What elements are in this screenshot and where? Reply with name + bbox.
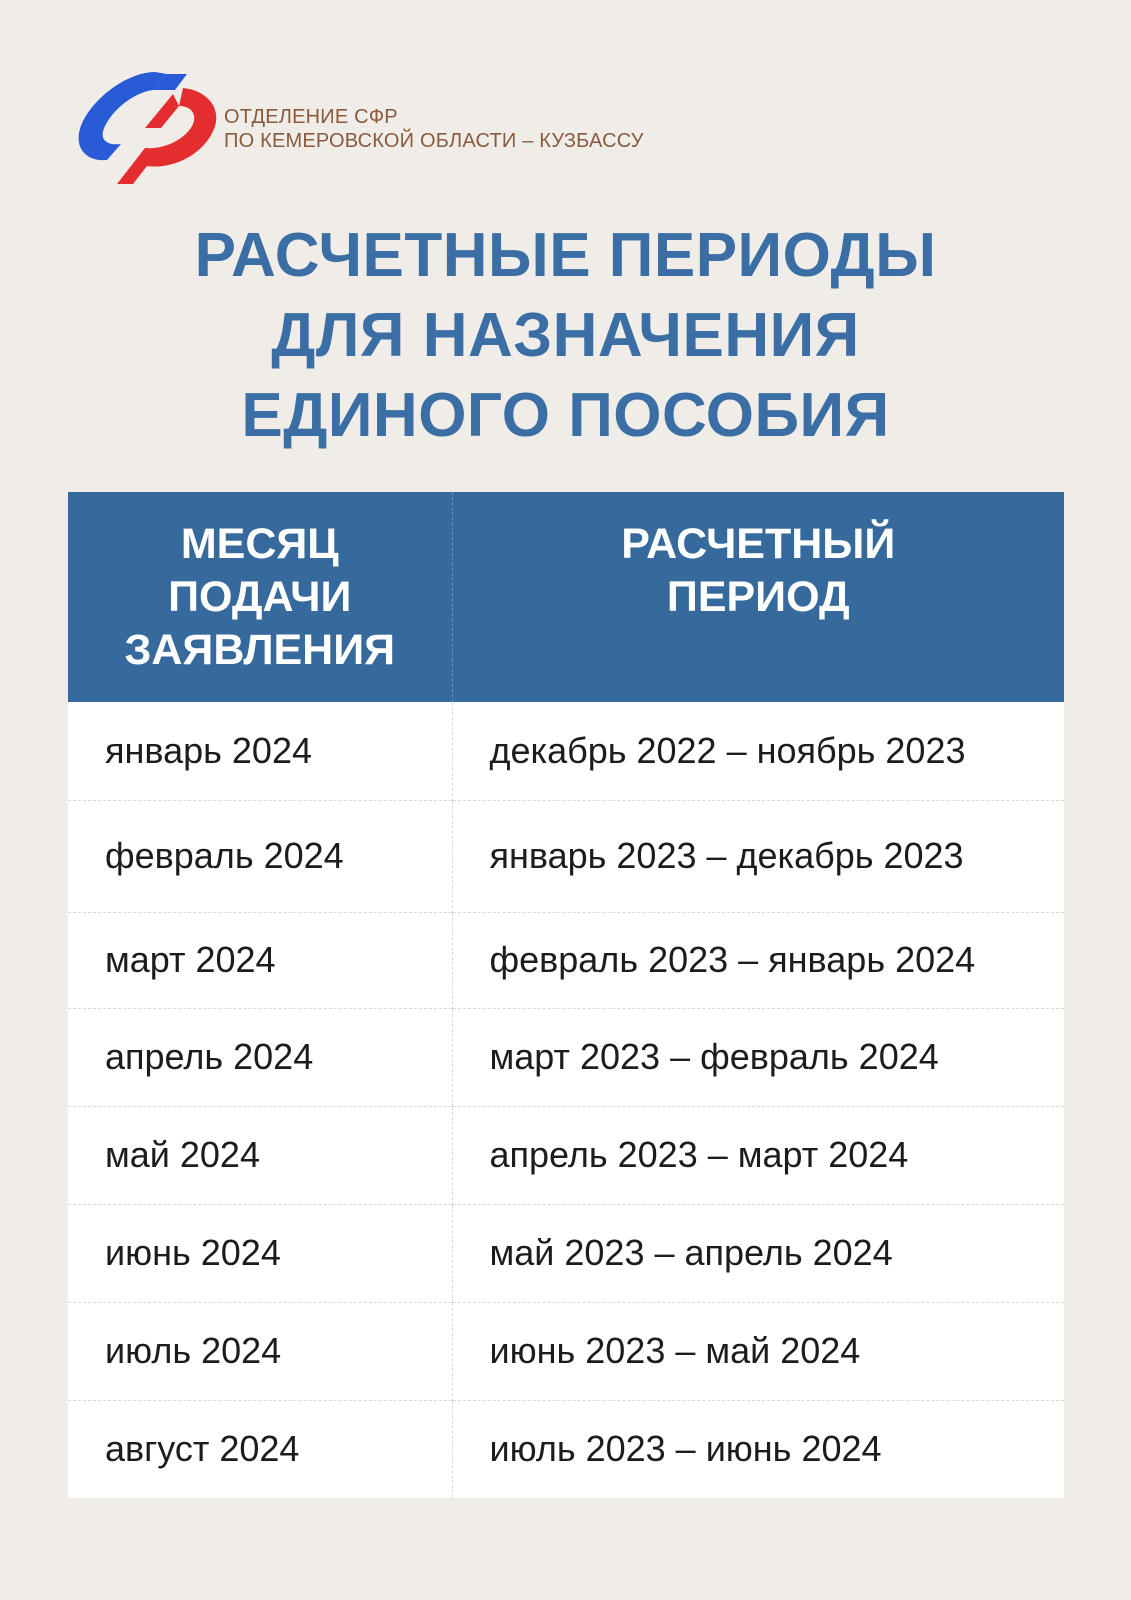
table-row xyxy=(68,1204,1064,1302)
header-line: ПОДАЧИ xyxy=(168,573,352,621)
month-cell: февраль 2024 xyxy=(68,800,452,912)
header-line: ЗАЯВЛЕНИЯ xyxy=(124,626,396,674)
table-row xyxy=(68,702,1064,800)
header-line: МЕСЯЦ xyxy=(180,520,339,568)
periods-table xyxy=(68,492,1064,1498)
page-title xyxy=(0,216,1131,456)
title-line: РАСЧЕТНЫЕ ПЕРИОДЫ xyxy=(194,221,937,290)
sfr-logo-icon xyxy=(75,66,221,190)
period-cell: май 2023 – апрель 2024 xyxy=(452,1204,1064,1302)
table-row xyxy=(68,1400,1064,1498)
period-cell: февраль 2023 – январь 2024 xyxy=(452,912,1064,1008)
column-header-period xyxy=(452,492,1064,702)
period-cell: июль 2023 – июнь 2024 xyxy=(452,1400,1064,1498)
column-header-month xyxy=(68,492,452,702)
table-row xyxy=(68,800,1064,912)
header-line: ПЕРИОД xyxy=(666,573,850,621)
period-cell: декабрь 2022 – ноябрь 2023 xyxy=(452,702,1064,800)
title-line: ЕДИНОГО ПОСОБИЯ xyxy=(241,381,890,450)
month-cell: июль 2024 xyxy=(68,1302,452,1400)
organization-line-2: ПО КЕМЕРОВСКОЙ ОБЛАСТИ – КУЗБАССУ xyxy=(224,130,644,152)
month-cell: январь 2024 xyxy=(68,702,452,800)
table-header-row xyxy=(68,492,1064,702)
header xyxy=(75,66,1055,190)
period-cell: март 2023 – февраль 2024 xyxy=(452,1008,1064,1106)
organization-name xyxy=(224,105,644,153)
month-cell: май 2024 xyxy=(68,1106,452,1204)
table-row xyxy=(68,1302,1064,1400)
period-cell: июнь 2023 – май 2024 xyxy=(452,1302,1064,1400)
month-cell: август 2024 xyxy=(68,1400,452,1498)
period-cell: апрель 2023 – март 2024 xyxy=(452,1106,1064,1204)
month-cell: март 2024 xyxy=(68,912,452,1008)
organization-line-1: ОТДЕЛЕНИЕ СФР xyxy=(224,106,398,128)
month-cell: апрель 2024 xyxy=(68,1008,452,1106)
title-line: ДЛЯ НАЗНАЧЕНИЯ xyxy=(271,301,860,370)
period-cell: январь 2023 – декабрь 2023 xyxy=(452,800,1064,912)
table-row xyxy=(68,1106,1064,1204)
header-line: РАСЧЕТНЫЙ xyxy=(621,520,896,568)
month-cell: июнь 2024 xyxy=(68,1204,452,1302)
table-row xyxy=(68,1008,1064,1106)
table-row xyxy=(68,912,1064,1008)
